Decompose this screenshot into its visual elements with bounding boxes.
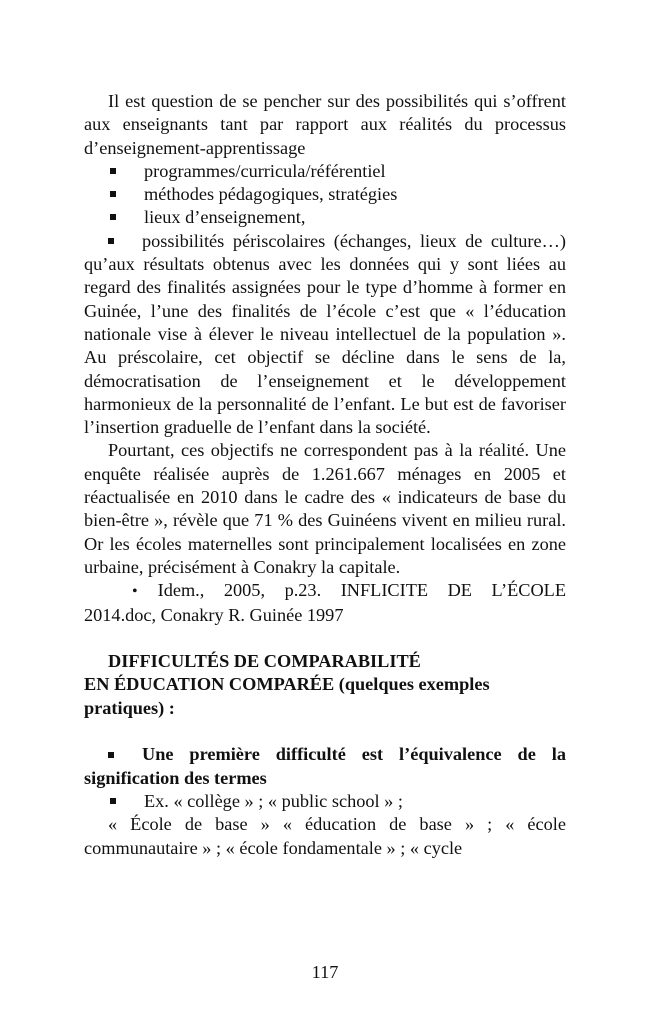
list-item: méthodes pédagogiques, stratégies	[84, 183, 566, 206]
square-bullet-icon	[108, 752, 114, 758]
square-bullet-icon	[110, 191, 116, 197]
difficulty-item: Une première difficulté est l’équivalence de la signification des termes	[84, 744, 566, 788]
section-heading-line2: EN ÉDUCATION COMPARÉE (quelques exemples pratiques) :	[84, 674, 490, 718]
square-bullet-icon	[108, 238, 114, 244]
reality-paragraph: Pourtant, ces objectifs ne correspondent pas à la réalité. Une enquête réalisée auprès de 1.261.667 ménages en 2005 et réactualisée en 2010 dans le cadre des « indicateurs de base du bien-être », révèle que 71 % des Guinéens vivent en milieu rural. Or les écoles maternelles sont principalement localisées en zone urbaine, précisément à Conakry la capitale.	[84, 440, 566, 577]
square-bullet-icon	[110, 798, 116, 804]
list-item: lieux d’enseignement,	[84, 206, 566, 229]
page-number: 117	[311, 962, 339, 982]
square-bullet-icon	[110, 214, 116, 220]
list-item-continuation: possibilités périscolaires (échanges, lieux de culture…) qu’aux résultats obtenus avec les données qui y sont liées au regard des finalités assignées pour le type d’homme à former en Guinée, l’une des finalités de l’école c’est que « l’éducation nationale vise à élever le niveau intellectuel de la population ». Au préscolaire, cet objectif se décline dans le sens de la, démocratisation de l’enseignement et le développement harmonieux de la personnalité de l’enfant. Le but est de favoriser l’insertion graduelle de l’enfant dans la société.	[84, 230, 566, 438]
list-item: programmes/curricula/référentiel	[84, 160, 566, 183]
intro-paragraph: Il est question de se pencher sur des possibilités qui s’offrent aux enseignants tant par rapport aux réalités du processus d’enseignement-apprentissage	[84, 91, 566, 158]
page-body	[84, 90, 566, 860]
section-heading-line1: DIFFICULTÉS DE COMPARABILITÉ	[108, 651, 421, 672]
round-bullet-icon: •	[132, 583, 138, 601]
terms-paragraph: « École de base » « éducation de base » ; « école communautaire » ; « école fondamentale » ; « cycle	[84, 814, 566, 858]
square-bullet-icon	[110, 168, 116, 174]
example-item: Ex. « collège » ; « public school » ;	[84, 790, 566, 813]
footnote: • Idem., 2005, p.23. INFLICITE DE L’ÉCOLE 2014.doc, Conakry R. Guinée 1997	[84, 580, 566, 625]
